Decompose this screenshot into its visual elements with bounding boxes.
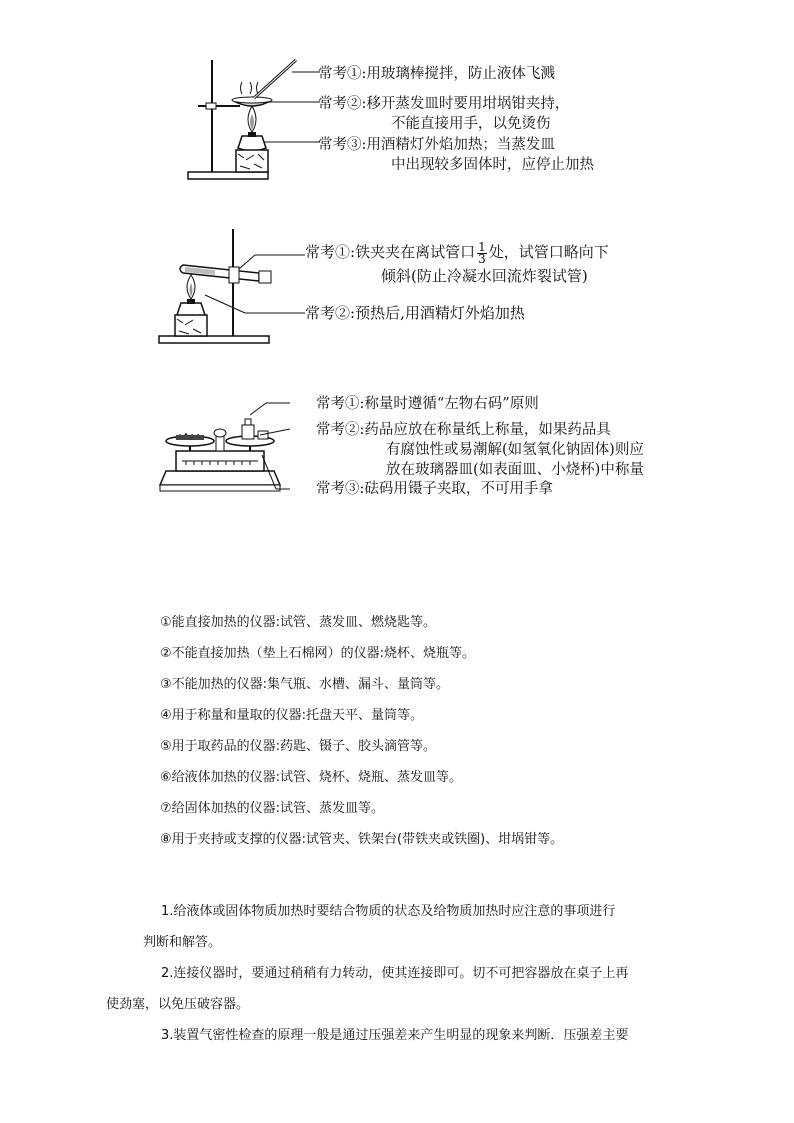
one-third-fraction	[477, 239, 487, 266]
note-text: 处，试管口略向下	[488, 243, 609, 261]
list-item: ①能直接加热的仪器:试管、蒸发皿、燃烧匙等。	[160, 615, 437, 630]
note-text: 铁夹夹在离试管口	[355, 243, 476, 261]
balance-figure	[150, 385, 710, 505]
notes-section	[106, 896, 673, 1051]
test-tube-note-1	[305, 241, 609, 287]
instrument-list	[160, 607, 563, 855]
list-item: ⑦给固体加热的仪器:试管、蒸发皿等。	[160, 801, 385, 816]
list-item: ②不能直接加热（垫上石棉网）的仪器:烧杯、烧瓶等。	[160, 646, 476, 661]
note-text: 中出现较多固体时，应停止加热	[391, 157, 594, 173]
evaporation-apparatus-illustration	[180, 50, 320, 185]
note-label: 常考②:	[316, 422, 365, 438]
note-text: 砝码用镊子夹取，不可用手拿	[364, 481, 553, 497]
paragraph-line: 2.连接仪器时，要通过稍稍有力转动，使其连接即可。切不可把容器放在桌子上再	[161, 966, 629, 981]
note-text: 称量时遵循“左物右码”原则	[364, 396, 539, 412]
paragraph-line: 3.装置气密性检查的原理一般是通过压强差来产生明显的现象来判断．压强差主要	[161, 1028, 629, 1043]
paragraph-line: 使劲塞，以免压破容器。	[106, 997, 250, 1012]
paragraph-line: 判断和解答。	[143, 935, 222, 950]
paragraph-line: 1.给液体或固体物质加热时要结合物质的状态及给物质加热时应注意的事项进行	[161, 904, 616, 919]
note-label: 常考③:	[316, 481, 365, 497]
note-label: 常考①:	[316, 396, 365, 412]
balance-note-2	[316, 420, 644, 480]
note-label: 常考②:	[305, 304, 356, 322]
evaporation-note-3	[318, 135, 594, 175]
evaporation-note-1	[318, 64, 555, 84]
test-tube-heating-figure	[155, 225, 715, 350]
balance-note-1	[316, 394, 539, 414]
list-item: ④用于称量和量取的仪器:托盘天平、量筒等。	[160, 708, 424, 723]
note-label: 常考③:	[318, 137, 367, 153]
note-label: 常考②:	[318, 96, 367, 112]
note-text: 预热后,用酒精灯外焰加热	[355, 304, 525, 322]
list-item: ③不能加热的仪器:集气瓶、水槽、漏斗、量筒等。	[160, 677, 450, 692]
list-item: ⑧用于夹持或支撑的仪器:试管夹、铁架台(带铁夹或铁圈)、坩埚钳等。	[160, 832, 564, 847]
note-text: 用酒精灯外焰加热；当蒸发皿	[366, 137, 555, 153]
note-label: 常考①:	[318, 66, 367, 82]
balance-illustration	[150, 385, 290, 505]
evaporation-note-2	[318, 94, 569, 134]
note-text: 不能直接用手，以免烫伤	[391, 116, 551, 132]
note-text: 放在玻璃器皿(如表面皿、小烧杯)中称量	[386, 462, 644, 478]
fraction-denominator: 3	[478, 251, 486, 266]
note-text: 倾斜(防止冷凝水回流炸裂试管)	[381, 266, 588, 285]
test-tube-note-2	[305, 302, 525, 324]
note-label: 常考①:	[305, 243, 356, 261]
evaporation-figure	[180, 50, 640, 185]
note-text: 移开蒸发皿时要用坩埚钳夹持，	[366, 96, 570, 112]
list-item: ⑥给液体加热的仪器:试管、烧杯、烧瓶、蒸发皿等。	[160, 770, 463, 785]
note-text: 用玻璃棒搅拌，防止液体飞溅	[366, 66, 555, 82]
list-item: ⑤用于取药品的仪器:药匙、镊子、胶头滴管等。	[160, 739, 437, 754]
test-tube-heating-illustration	[155, 225, 305, 350]
note-text: 有腐蚀性或易潮解(如氢氧化钠固体)则应	[386, 442, 644, 458]
note-text: 药品应放在称量纸上称量，如果药品具	[364, 422, 611, 438]
balance-note-3	[316, 479, 553, 499]
fraction-numerator: 1	[478, 239, 486, 254]
